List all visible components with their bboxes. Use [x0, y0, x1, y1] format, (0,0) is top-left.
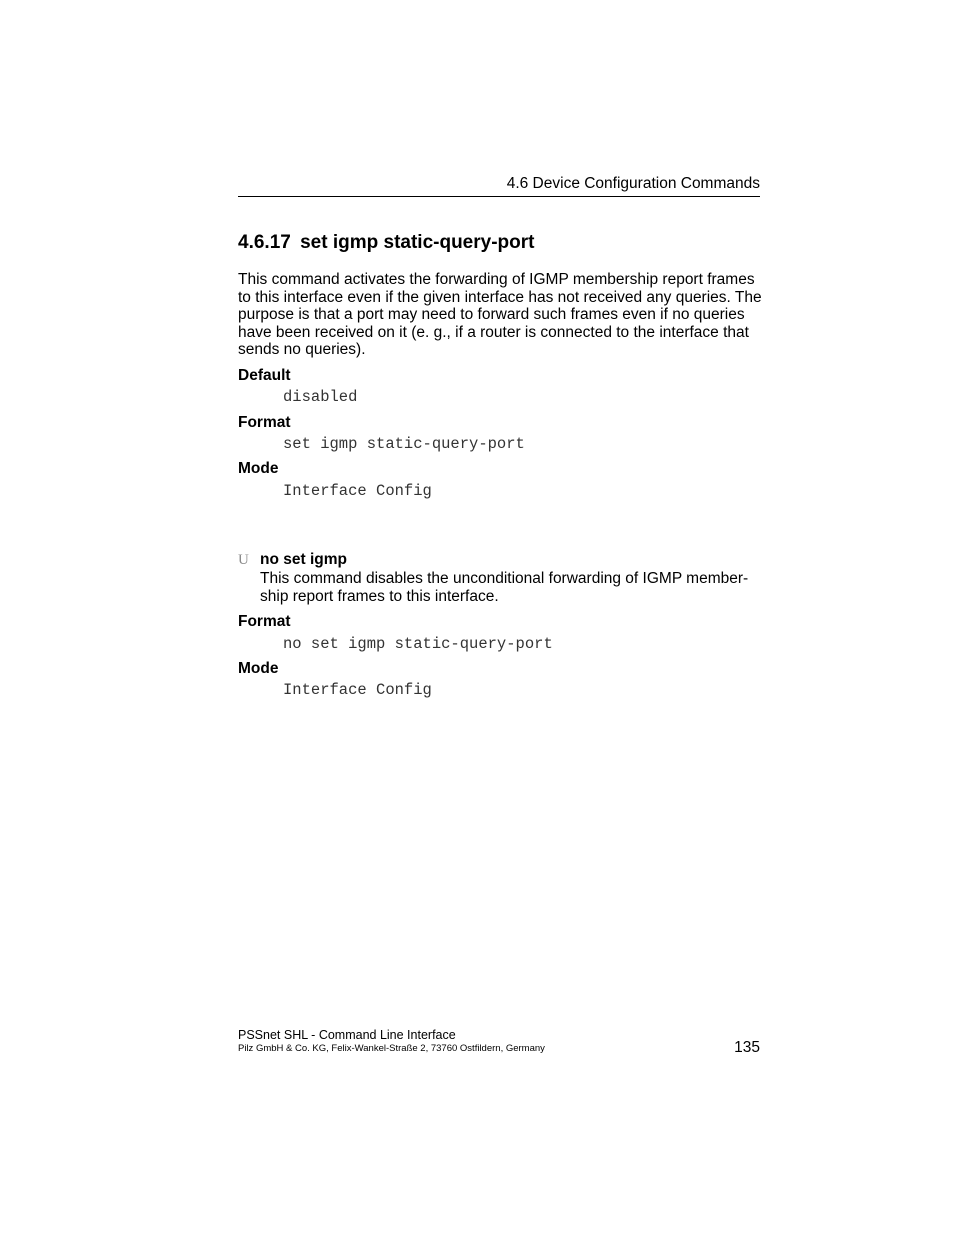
mode-value: Interface Config: [283, 482, 432, 500]
section-number: 4.6.17: [238, 232, 291, 253]
default-value: disabled: [283, 388, 358, 406]
subcommand-description: This command disables the unconditional forwarding of IGMP member-ship report frames to this interface.: [260, 570, 749, 605]
footer-company: Pilz GmbH & Co. KG, Felix-Wankel-Straße 2, 73760 Ostfildern, Germany: [238, 1043, 545, 1054]
section-title: set igmp static-query-port: [300, 232, 535, 253]
format-value: set igmp static-query-port: [283, 435, 525, 453]
mode-label: Mode: [238, 460, 279, 477]
footer-product: PSSnet SHL - Command Line Interface: [238, 1028, 456, 1042]
format-label: Format: [238, 414, 291, 431]
subcommand-heading: [238, 551, 347, 569]
section-heading: [238, 232, 534, 254]
subcommand-format-label: Format: [238, 613, 291, 630]
subcommand-mode-label: Mode: [238, 660, 279, 677]
header-rule: [238, 196, 760, 197]
running-header: 4.6 Device Configuration Commands: [506, 175, 760, 192]
bullet-icon: U: [238, 552, 249, 568]
section-description: This command activates the forwarding of IGMP membership report frames to this interface even if the given interface has not received any queries. The purpose is that a port may need to forward such frames even if no queries have been received on it (e. g., if a router is connected to the interface that sends no queries).: [238, 271, 762, 359]
page-number: 135: [734, 1039, 760, 1056]
subcommand-mode-value: Interface Config: [283, 681, 432, 699]
default-label: Default: [238, 367, 291, 384]
subcommand-format-value: no set igmp static-query-port: [283, 635, 553, 653]
subcommand-title: no set igmp: [260, 551, 347, 568]
